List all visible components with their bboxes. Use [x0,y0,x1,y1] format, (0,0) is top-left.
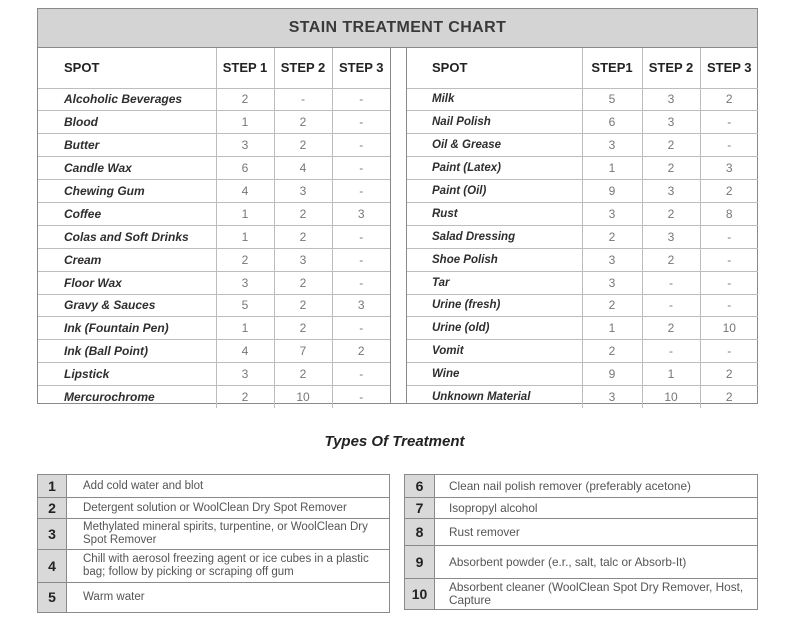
treatment-number: 10 [405,579,435,610]
spot-name: Candle Wax [38,157,216,180]
step-1-value: 1 [216,225,274,248]
spot-name: Salad Dressing [407,225,582,248]
step-3-value: 3 [332,202,390,225]
treatment-row [405,546,758,579]
treatment-row [38,475,390,498]
left-stain-table [38,48,390,408]
table-row [38,294,390,317]
table-row [407,225,758,248]
treatment-row [38,550,390,583]
step-2-value: 7 [274,340,332,363]
spot-name: Paint (Oil) [407,180,582,203]
step-3-value: - [332,134,390,157]
step-3-value: - [332,317,390,340]
table-row [38,180,390,203]
spot-header: SPOT [64,60,100,76]
table-row [38,225,390,248]
table-row [38,386,390,409]
step-2-value: 2 [274,271,332,294]
step-1-value: 5 [216,294,274,317]
step-2-value: 2 [642,134,700,157]
table-row [407,88,758,111]
step-3-value: 2 [700,88,758,111]
step-2-header: STEP 2 [642,48,700,88]
treatment-table-right [404,474,758,610]
step-2-value: 3 [642,180,700,203]
step-3-value: 2 [332,340,390,363]
spot-name: Cream [38,248,216,271]
step-2-value: 2 [274,225,332,248]
step-2-value: - [642,271,700,294]
table-row [38,317,390,340]
treatment-row [405,498,758,519]
right-stain-table [407,48,758,408]
step-3-value: - [332,88,390,111]
step-1-value: 9 [582,180,642,203]
treatment-number: 2 [38,498,67,519]
treatment-number: 7 [405,498,435,519]
table-row [407,111,758,134]
step-3-value: - [332,386,390,409]
table-row [407,157,758,180]
step-1-value: 2 [582,294,642,317]
step-3-value: - [332,111,390,134]
spot-name: Urine (fresh) [407,294,582,317]
table-row [407,180,758,203]
table-row [38,202,390,225]
step-2-value: 2 [274,363,332,386]
step-2-value: - [642,340,700,363]
step-3-value: - [332,363,390,386]
table-row [38,157,390,180]
treatment-row [405,519,758,546]
treatment-row [38,519,390,550]
step-2-value: 2 [642,248,700,271]
step-1-value: 2 [582,225,642,248]
table-row [407,363,758,386]
step-2-value: 2 [274,294,332,317]
step-1-value: 6 [216,157,274,180]
treatment-number: 4 [38,550,67,583]
spot-header: SPOT [432,60,468,76]
step-1-value: 3 [216,363,274,386]
table-row [407,317,758,340]
spot-name: Tar [407,271,582,294]
step-1-value: 9 [582,363,642,386]
step-3-value: 10 [700,317,758,340]
step-3-value: - [700,225,758,248]
spot-name: Rust [407,202,582,225]
step-3-value: - [332,271,390,294]
step-2-value: 10 [274,386,332,409]
step-2-value: 3 [642,111,700,134]
step-1-value: 1 [582,317,642,340]
table-row [38,248,390,271]
step-3-value: - [700,134,758,157]
step-3-value: 2 [700,363,758,386]
step-3-value: - [332,225,390,248]
spot-name: Ink (Ball Point) [38,340,216,363]
spot-name: Oil & Grease [407,134,582,157]
table-divider [390,48,407,403]
spot-name: Wine [407,363,582,386]
stain-chart [37,8,758,404]
treatment-number: 1 [38,475,67,498]
step-1-header: STEP1 [582,48,642,88]
step-3-header: STEP 3 [332,48,390,88]
table-row [38,363,390,386]
treatment-description: Detergent solution or WoolClean Dry Spot Remover [67,498,390,519]
step-3-value: - [332,180,390,203]
step-2-value: 2 [274,134,332,157]
treatment-table-left [37,474,390,613]
chart-title: STAIN TREATMENT CHART [38,9,757,48]
spot-name: Colas and Soft Drinks [38,225,216,248]
treatment-number: 8 [405,519,435,546]
step-1-value: 4 [216,180,274,203]
treatment-number: 6 [405,475,435,498]
step-1-value: 3 [216,271,274,294]
step-1-value: 1 [582,157,642,180]
spot-name: Blood [38,111,216,134]
step-3-value: - [700,340,758,363]
step-1-value: 2 [582,340,642,363]
spot-name: Coffee [38,202,216,225]
types-of-treatment-heading: Types Of Treatment [324,433,465,450]
table-row [38,111,390,134]
treatment-description: Clean nail polish remover (preferably acetone) [435,475,758,498]
step-1-value: 2 [216,248,274,271]
step-2-header: STEP 2 [274,48,332,88]
step-2-value: 2 [642,317,700,340]
table-row [38,88,390,111]
step-3-value: 2 [700,386,758,409]
spot-name: Alcoholic Beverages [38,88,216,111]
step-2-value: 3 [274,180,332,203]
table-row [38,340,390,363]
step-1-value: 2 [216,88,274,111]
step-2-value: 2 [274,202,332,225]
step-1-value: 3 [216,134,274,157]
step-1-value: 1 [216,202,274,225]
step-1-value: 3 [582,202,642,225]
step-2-value: 10 [642,386,700,409]
step-3-value: - [700,111,758,134]
treatment-description: Isopropyl alcohol [435,498,758,519]
step-2-value: - [274,88,332,111]
treatment-description: Add cold water and blot [67,475,390,498]
table-row [407,248,758,271]
treatment-description: Warm water [67,583,390,613]
step-1-value: 5 [582,88,642,111]
step-2-value: 3 [642,88,700,111]
spot-name: Nail Polish [407,111,582,134]
step-1-value: 2 [216,386,274,409]
table-row [407,202,758,225]
step-3-value: - [332,157,390,180]
step-3-value: - [700,294,758,317]
spot-name: Mercurochrome [38,386,216,409]
spot-name: Vomit [407,340,582,363]
spot-name: Lipstick [38,363,216,386]
treatment-row [405,579,758,610]
spot-name: Paint (Latex) [407,157,582,180]
step-2-value: 4 [274,157,332,180]
treatment-row [405,475,758,498]
treatment-number: 9 [405,546,435,579]
step-1-value: 1 [216,317,274,340]
table-row [38,271,390,294]
spot-name: Milk [407,88,582,111]
spot-name: Shoe Polish [407,248,582,271]
step-2-value: 2 [274,111,332,134]
table-row [407,294,758,317]
step-2-value: 2 [274,317,332,340]
step-1-header: STEP 1 [216,48,274,88]
spot-name: Butter [38,134,216,157]
spot-name: Urine (old) [407,317,582,340]
step-2-value: 2 [642,157,700,180]
step-1-value: 1 [216,111,274,134]
table-row [407,271,758,294]
treatment-row [38,583,390,613]
treatment-number: 5 [38,583,67,613]
table-row [407,386,758,409]
step-1-value: 4 [216,340,274,363]
step-3-value: 3 [332,294,390,317]
table-row [38,134,390,157]
spot-name: Ink (Fountain Pen) [38,317,216,340]
step-2-value: 2 [642,202,700,225]
table-row [407,134,758,157]
spot-name: Unknown Material [407,386,582,409]
step-2-value: - [642,294,700,317]
step-1-value: 6 [582,111,642,134]
step-3-value: - [332,248,390,271]
spot-name: Gravy & Sauces [38,294,216,317]
header-row [38,48,390,88]
treatment-description: Chill with aerosol freezing agent or ice cubes in a plastic bag; follow by picking or scraping off gum [67,550,390,583]
treatment-description: Absorbent powder (e.r., salt, talc or Absorb-It) [435,546,758,579]
step-2-value: 1 [642,363,700,386]
step-3-header: STEP 3 [700,48,758,88]
step-3-value: - [700,271,758,294]
step-1-value: 3 [582,134,642,157]
step-1-value: 3 [582,271,642,294]
spot-name: Floor Wax [38,271,216,294]
step-3-value: 8 [700,202,758,225]
header-row [407,48,758,88]
treatment-row [38,498,390,519]
step-2-value: 3 [642,225,700,248]
treatment-description: Absorbent cleaner (WoolClean Spot Dry Remover, Host, Capture [435,579,758,610]
table-row [407,340,758,363]
spot-name: Chewing Gum [38,180,216,203]
step-1-value: 3 [582,386,642,409]
step-3-value: - [700,248,758,271]
treatment-description: Rust remover [435,519,758,546]
treatment-number: 3 [38,519,67,550]
step-3-value: 2 [700,180,758,203]
step-1-value: 3 [582,248,642,271]
step-3-value: 3 [700,157,758,180]
step-2-value: 3 [274,248,332,271]
treatment-description: Methylated mineral spirits, turpentine, or WoolClean Dry Spot Remover [67,519,390,550]
